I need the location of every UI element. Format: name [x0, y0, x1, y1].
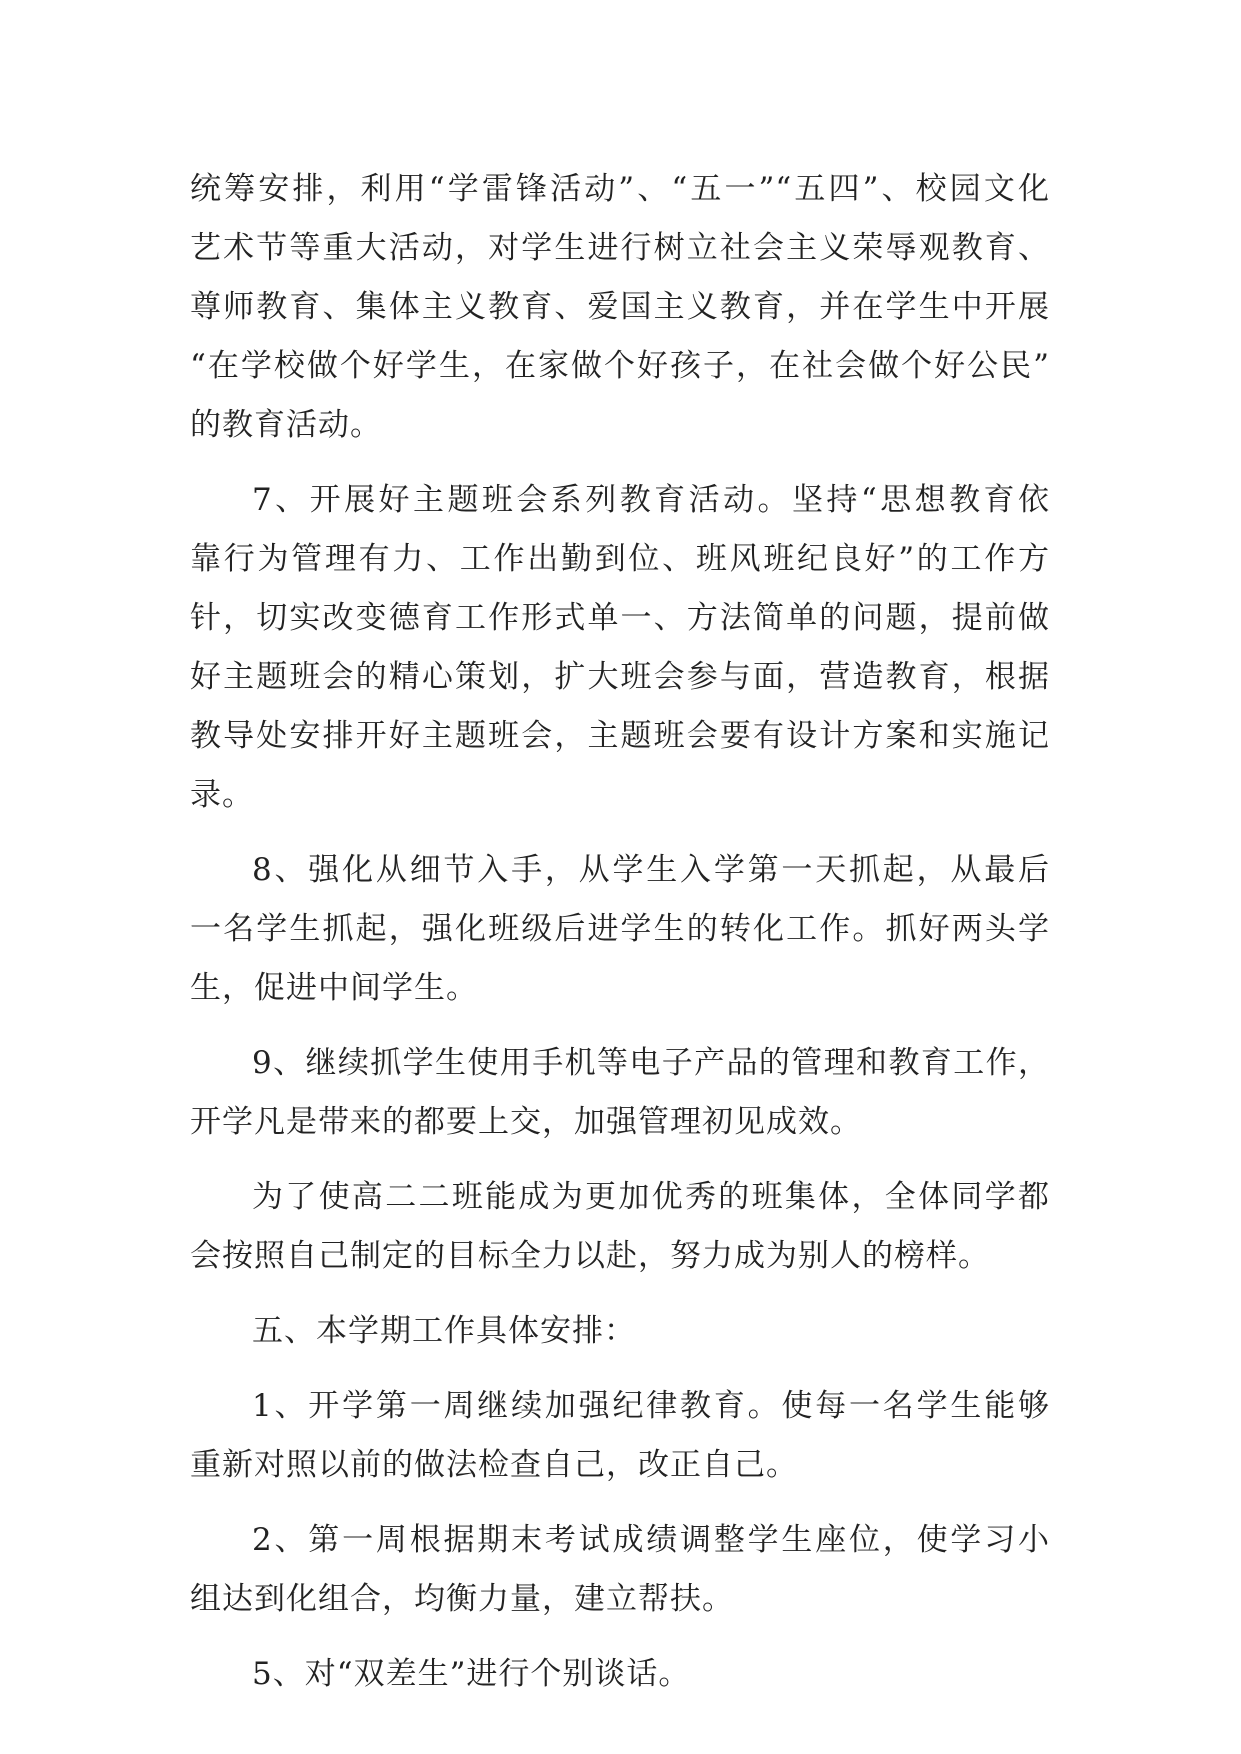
text-line: 1、开学第一周继续加强纪律教育。使每一名学生能够: [252, 1388, 1050, 1424]
text-line: “在学校做个好学生，在家做个好孩子，在社会做个好公民”: [190, 348, 1050, 384]
text-line: 5、对“双差生”进行个别谈话。: [252, 1656, 691, 1692]
text-line: 艺术节等重大活动，对学生进行树立社会主义荣辱观教育、: [190, 230, 1050, 266]
text-line: 7、开展好主题班会系列教育活动。坚持“思想教育依: [252, 482, 1050, 518]
text-line: 为了使高二二班能成为更加优秀的班集体，全体同学都: [252, 1179, 1050, 1215]
text-line: 会按照自己制定的目标全力以赴，努力成为别人的榜样。: [190, 1238, 990, 1274]
text-line: 组达到化组合，均衡力量，建立帮扶。: [190, 1581, 734, 1617]
section-heading: 五、本学期工作具体安排：: [252, 1313, 636, 1349]
text-line: 重新对照以前的做法检查自己，改正自己。: [190, 1447, 798, 1483]
text-line: 8、强化从细节入手，从学生入学第一天抓起，从最后: [252, 852, 1050, 888]
text-line: 2、第一周根据期末考试成绩调整学生座位，使学习小: [252, 1522, 1050, 1558]
text-line: 录。: [190, 777, 254, 813]
text-line: 生，促进中间学生。: [190, 970, 478, 1006]
text-line: 靠行为管理有力、工作出勤到位、班风班纪良好”的工作方: [190, 541, 1050, 577]
text-line: 开学凡是带来的都要上交，加强管理初见成效。: [190, 1104, 862, 1140]
text-line: 统筹安排，利用“学雷锋活动”、“五一”“五四”、校园文化: [190, 171, 1050, 207]
text-line: 针，切实改变德育工作形式单一、方法简单的问题，提前做: [190, 600, 1050, 636]
text-line: 9、继续抓学生使用手机等电子产品的管理和教育工作，: [252, 1045, 1050, 1081]
text-line: 好主题班会的精心策划，扩大班会参与面，营造教育，根据: [190, 659, 1050, 695]
text-line: 一名学生抓起，强化班级后进学生的转化工作。抓好两头学: [190, 911, 1050, 947]
document-body: [190, 160, 1050, 1704]
text-line: 尊师教育、集体主义教育、爱国主义教育，并在学生中开展: [190, 289, 1050, 325]
text-line: 教导处安排开好主题班会，主题班会要有设计方案和实施记: [190, 718, 1050, 754]
text-line: 的教育活动。: [190, 407, 382, 443]
